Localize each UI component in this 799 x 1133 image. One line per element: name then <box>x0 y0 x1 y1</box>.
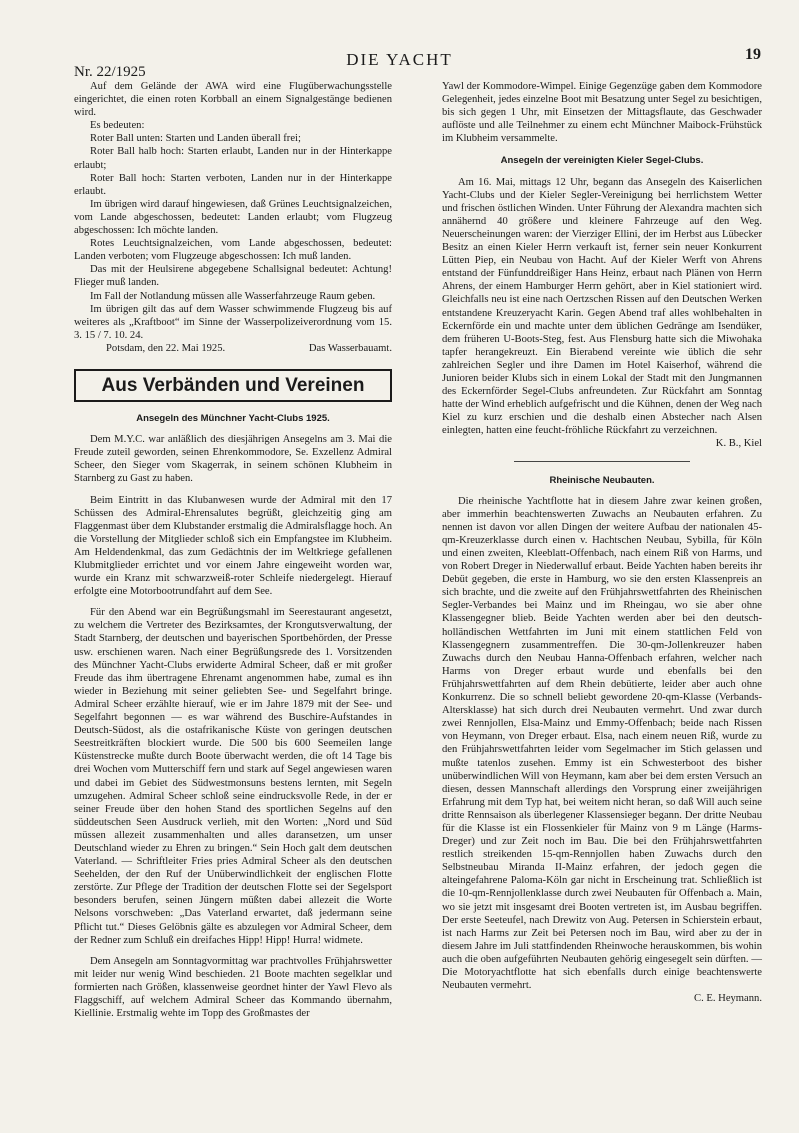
paragraph: Roter Ball halb hoch: Starten erlaubt, Landen nur in der Hinterkappe erlaubt; <box>74 146 392 171</box>
paragraph: Am 16. Mai, mittags 12 Uhr, begann das Ansegeln des Kaiserlichen Yacht-Clubs und der Kieler Segler-Vereinigung bei herrlichstem Wetter und frischen östlichen Winden. Unter Führung der Alexandra machten sich annähernd 40 größere und kleinere Fahrzeuge auf den Weg. Neuerscheinungen waren: der Vierziger Ellini, der im Herbst aus Lübecker Besitz an einen Kieler Herrn verkauft ist, ferner sein neuer Konkurrent Lütten Piep, ein Neubau von Hacht. Auf der Kieler Werft von Ahrens entstand der Fünfunddreißiger Hans Heinz, erbaut nach Plänen von Herrn Ahrens, der einem Hamburger Herrn gehört, aber in Kiel stationiert wird. Gleichfalls neu ist eine nach Oertzschen Rissen auf den Deutschen Werken entstandene Kreuzeryacht Karin. Gegen Abend traf alles wohlbehalten in Eckernförde ein und machte unter dem üblichen Gedränge am Isendüker, dem früheren U-Boots-Steg, fest. Aus Flensburg hatte sich die Miwohaka tapfer herangekreuzt. Ein Bierabend vereinte wie üblich die sehr zahlreichen Segler und ihre Damen im Hotel Kaiserhof, während die Junioren beider Klubs sich in einem Lokal der Stadt mit den Jungmannen des Eckernförder Segel-Clubs anfreundeten. Zur Rückfahrt am Sonntag hatte der Wind erheblich aufgefrischt und die Kühnen, denen der Weg nach Kiel zu kurz erschien und die deshalb einen Abstecher nach Alsen einlegten, hatten eine feucht-fröhliche Rückfahrt zu verzeichnen. <box>442 176 762 437</box>
paragraph: Beim Eintritt in das Klubanwesen wurde der Admiral mit den 17 Schüssen des Admiral-Ehrensalutes begrüßt, gleichzeitig ging am Flaggenmast über dem Klubstander erstmalig die Admiralsflagge hoch. An die Vorstellung der Mitglieder schloß sich ein Empfangstee im Klubheim. Am Heldendenkmal, das zum Gedächtnis der im Weltkriege gefallenen Klubmitglieder errichtet und vor einem Jahre eingeweiht worden war, wurde ein Kranz mit schwarzweiß-roter Schleife niedergelegt. Hierauf erfolgte eine Motorbootrundfahrt auf dem See. <box>74 494 392 598</box>
signature: C. E. Heymann. <box>694 993 762 1005</box>
paragraph: Dem M.Y.C. war anläßlich des diesjährigen Ansegelns am 3. Mai die Freude zuteil geworden, seinen Ehrenkommodore, Se. Exzellenz Admiral Scheer, den Sieger vom Skagerrak, in seinem schönen Klubheim in Starnberg zu Gast zu haben. <box>74 434 392 485</box>
paragraph: Das mit der Heulsirene abgegebene Schallsignal bedeutet: Achtung! Flieger muß landen. <box>74 264 392 289</box>
paragraph: Auf dem Gelände der AWA wird eine Flugüberwachungsstelle eingerichtet, die einen roten Korbball an einem Signalgestänge bedienen wird. <box>74 81 392 119</box>
article-heading: Ansegeln der vereinigten Kieler Segel-Clubs. <box>500 155 704 167</box>
divider <box>514 461 690 462</box>
magazine-title: DIE YACHT <box>346 50 453 69</box>
paragraph: Dem Ansegeln am Sonntagvormittag war prachtvolles Frühjahrswetter mit leider nur wenig Wind beschieden. 21 Boote machten segelklar und formierten nach Größen, klassenweise geordnet hinter der Yawl Flevo als Flaggschiff, auf welchem Admiral Scheer das Kommando übernahm, Kiellinie. Erstmalig wehte im Topp des Großmastes der <box>74 955 392 1020</box>
paragraph: Roter Ball unten: Starten und Landen überall frei; <box>90 133 301 145</box>
paragraph: Im übrigen wird darauf hingewiesen, daß Grünes Leuchtsignalzeichen, vom Lande abgeschossen, bedeutet: Landen erlaubt; vom Flugzeug abgeschossen: Ich möchte landen. <box>74 198 392 237</box>
left-column <box>74 80 392 1020</box>
paragraph: Yawl der Kommodore-Wimpel. Einige Gegenzüge gaben dem Kommodore Gelegenheit, jedes einzelne Boot mit Besatzung unter Segel zu besichtigen, bis sich gegen 1 Uhr, mit Einsetzen der Mittagsflaute, das Geschwader auflöste und alle Teilnehmer zu einem echt Münchner Maibock-Frühstück im Klubheim versammelte. <box>442 81 762 145</box>
paragraph: Für den Abend war ein Begrüßungsmahl im Seerestaurant angesetzt, zu welchem die Vertreter des Bezirksamtes, der Krongutsverwaltung, der Stadt Starnberg, der deutschen und bayerischen Sportbehörden, der Presse usw. erschienen waren. Nach einer Begrüßungsrede des 1. Vorsitzenden des Münchner Yacht-Clubs erwiderte Admiral Scheer, daß er mit großer Freude das ihm übertragene Ehrenamt angenommen habe, zumal es ihn wieder in Beziehung mit seiner geliebten See- und Segelfahrt bringe. Admiral Scheer erzählte hierauf, wie er im Jahre 1879 mit der See- und Segelfahrt begonnen — es war während des Buschire-Aufstandes in Deutsch-Südost, als die ostafrikanische Küste von geringen deutschen Seestreitkräften blockiert wurde. Die 500 bis 600 Seemeilen lange Küstenstrecke mußte durch Boote überwacht werden, die oft 14 Tage bis drei Wochen vom Mutterschiff fern und stark auf Segel angewiesen waren und dabei im Gebiet des Südwestmonsuns bestens lernten, mit Segeln umzugehen. Admiral Scheer schloß seine eindrucksvolle Rede, in der er seiner Freude über den hohen Stand des sportlichen Segelns auf den süddeutschen Seen Ausdruck verlieh, mit den Worten: „Nord und Süd müssen allezeit zusammenhalten und alles daransetzen, um unser Deutschland wieder zu Ehren zu bringen.“ Sein Hoch galt dem deutschen Vaterland. — Schriftleiter Fries pries Admiral Scheer als den deutschen Seehelden, der den Ruf der Unüberwindlichkeit der englischen Flotte zerstörte. Zur Pflege der Tradition der deutschen Flotte sei der Segelsport besonders berufen, seinen Jüngern müßten dabei allezeit die Worte Nelsons vorschweben: „Das Vaterland erwartet, daß jedermann seine Pflicht tut.“ Dieses Gelöbnis gälte es abzulegen vor Admiral Scheer, dem der Redner zum Schluß ein dreifaches Hipp! Hipp! Hurra! widmete. <box>74 607 392 946</box>
paragraph: Rotes Leuchtsignalzeichen, vom Lande abgeschossen, bedeutet: Landen verboten; vom Flugzeuge abgeschossen: Ich muß landen. <box>74 238 392 263</box>
article-heading: Ansegeln des Münchner Yacht-Clubs 1925. <box>136 413 330 425</box>
page-number: 19 <box>745 46 761 63</box>
right-column <box>442 80 762 1005</box>
authority: Das Wasserbauamt. <box>308 342 392 354</box>
paragraph: Die rheinische Yachtflotte hat in diesem Jahre zwar keinen großen, aber immerhin beachtenswerten Zuwachs an Neubauten erfahren. Zu nennen ist davon vor allen Dingen der weitere Aufbau der nationalen 45-qm-Kreuzerklasse durch einen v. Hachtschen Neubau, Sybilla, für Köln und einen zweiten, Kleeblatt-Offenbach, nach einem Riß von Harms, und von Robert Dreger in Niederwalluf erbaut. Beide Yachten haben bereits ihr Debüt gegeben, die erste in Hamburg, wo sie den ersten Klassenpreis an sich brachte, und die zweite auf den Frühjahrswettfahrten des Rheinischen Segler-Verbandes bei Mainz und im Rheingau, wo sie aber ohne Klassengegner blieb. Beide Yachten werden aber bei den deutsch-holländischen Wettfahrten im Juni mit einem stattlichen Feld von Klassengegnern zusammentreffen. Die 30-qm-Jollenkreuzer haben Zuwachs durch den Neubau Hanna-Offenbach erfahren, welcher nach Harms von Dreger erbaut wurde und ebenfalls bei den Frühjahrswettfahrten auf dem Rhein debütierte, leider aber auch ohne Konkurrenz. Die so schnell beliebt gewordene 20-qm-Klasse (Verbands-Altersklasse) hat sich durch drei Neubauten vermehrt. Und zwar durch zwei Rennjollen, Elsa-Mainz und Emmy-Offenbach; beide nach Rissen von Heymann, von Dreger erbaut. Elsa, nach einem neuen Riß, wurde zu den Frühjahrswettfahrten leider vom Segelmacher im Stich gelassen und mußte tatenlos zusehen. Emmy ist ein Schwesterboot des bisher unüberwindlichen Will von Heymann, kam aber bei dem ersten Versuch an diesen, dessen Mannschaft allerdings den Vorsprung einer zweijährigen Erfahrung mit dem Typ hat, bei weitem nicht heran, so daß Will auch seine dritte Rennsaison als überlegener Klassensieger begann. Der dritte Neubau für die Klasse ist ein Flossenkieler für Mainz von 9 m Länge (Harms-Dreger) und zur Zeit noch im Bau. Die bei den Frühjahrswettfahrten restlich streikenden 15-qm-Rennjollen haben Zuwachs durch den Selbstneubau Miranda II-Mainz erfahren, der jedoch gegen die alteingefahrene Paloma-Köln gar nicht in Erscheinung trat. Schließlich ist die 10-qm-Rennjollenklasse durch zwei Neubauten für Offenbach a. Main, wo sie jetzt mit insgesamt drei Booten vertreten ist, im Ausbau begriffen. Der erste Seeteufel, nach Drewitz von Aug. Petersen in Schierstein erbaut, ist nach Harms zur Zeit bei Petersen noch im Bau, wird aber zu der in diesem Jahre im Juli stattfindenden Rheinwoche herauskommen, bis wohin auch die oben aufgeführten Neubauten gehörig eingesegelt sein dürften. — Die Motoryachtflotte hat sich ebenfalls durch einige beachtenswerte Neubauten vermehrt. <box>442 495 762 992</box>
paragraph: Es bedeuten: <box>90 120 145 132</box>
paragraph: Im übrigen gilt das auf dem Wasser schwimmende Flugzeug bis auf weiteres als „Kraftboot“ im Sinne der Wasserpolizeiverordnung vom 15. 3. 15 / 7. 10. 24. <box>74 303 392 341</box>
issue-number: Nr. 22/1925 <box>74 64 146 80</box>
article-heading: Rheinische Neubauten. <box>549 474 655 486</box>
paragraph: Roter Ball hoch: Starten verboten, Landen nur in der Hinterkappe erlaubt. <box>74 172 392 197</box>
dateline <box>74 342 392 355</box>
paragraph: Im Fall der Notlandung müssen alle Wasserfahrzeuge Raum geben. <box>90 290 376 302</box>
date: Potsdam, den 22. Mai 1925. <box>106 342 226 354</box>
section-title: Aus Verbänden und Vereinen <box>74 369 392 402</box>
signature: K. B., Kiel <box>715 438 762 450</box>
